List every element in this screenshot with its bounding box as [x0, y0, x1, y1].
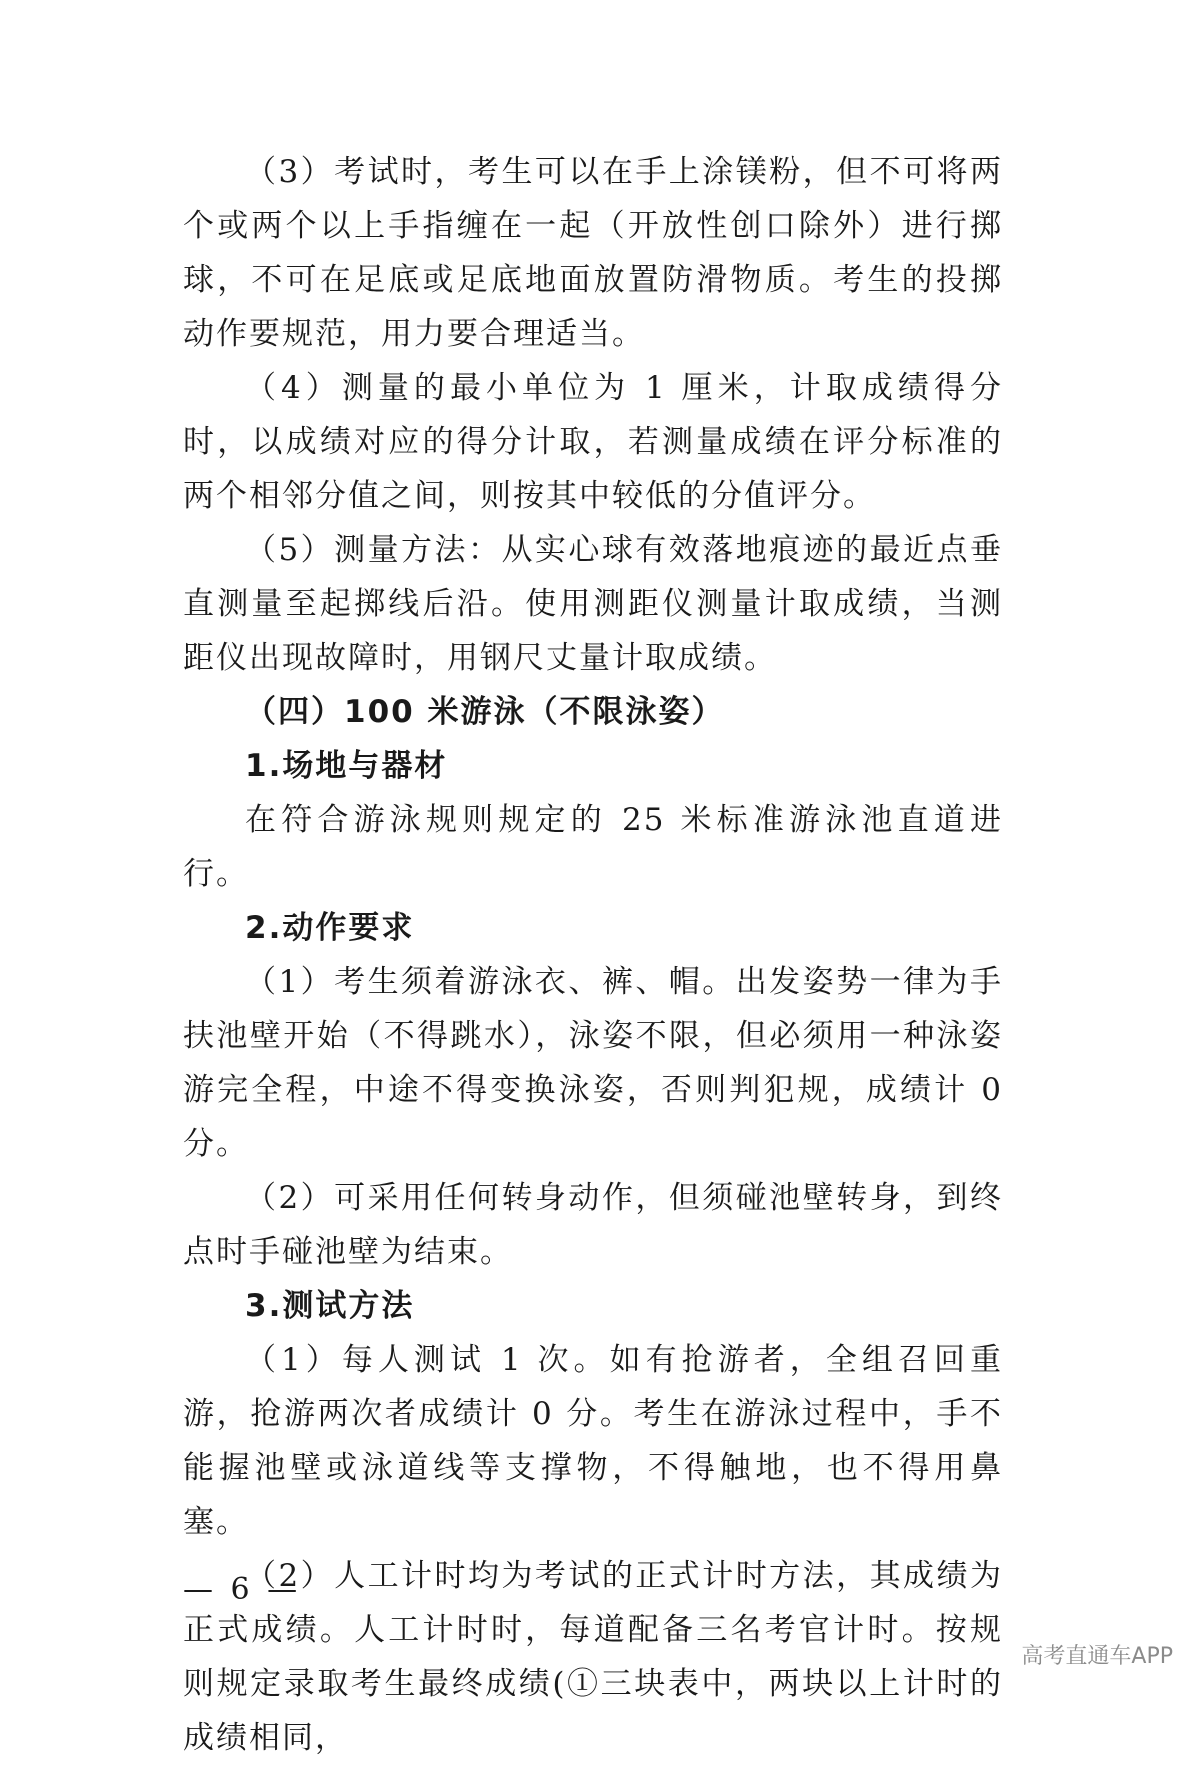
paragraph-rule-3: （3）考试时，考生可以在手上涂镁粉，但不可将两个或两个以上手指缠在一起（开放性创口除外）进行掷球，不可在足底或足底地面放置防滑物质。考生的投掷动作要规范，用力要合理适当。 [183, 154, 1003, 352]
paragraph-rule-5: （5）测量方法：从实心球有效落地痕迹的最近点垂直测量至起掷线后沿。使用测距仪测量计取成绩，当测距仪出现故障时，用钢尺丈量计取成绩。 [183, 532, 1003, 676]
subheading-test-method: 3.测试方法 [245, 1288, 415, 1324]
section-heading-swimming: （四）100 米游泳（不限泳姿） [245, 694, 725, 730]
paragraph-venue: 在符合游泳规则规定的 25 米标准游泳池直道进行。 [183, 802, 1003, 892]
subheading-requirements: 2.动作要求 [245, 910, 415, 946]
subheading-venue: 1.场地与器材 [245, 748, 448, 784]
body-text [183, 145, 1003, 1765]
paragraph-requirement-2: （2）可采用任何转身动作，但须碰池壁转身，到终点时手碰池壁为结束。 [183, 1180, 1003, 1270]
page-number: — 6 — [183, 1572, 302, 1607]
watermark: 高考直通车APP [1021, 1644, 1173, 1669]
paragraph-method-2: （2）人工计时均为考试的正式计时方法，其成绩为正式成绩。人工计时时，每道配备三名考官计时。按规则规定录取考生最终成绩(①三块表中，两块以上计时的成绩相同， [183, 1558, 1003, 1756]
paragraph-requirement-1: （1）考生须着游泳衣、裤、帽。出发姿势一律为手扶池壁开始（不得跳水），泳姿不限，但必须用一种泳姿游完全程，中途不得变换泳姿，否则判犯规，成绩计 0 分。 [183, 964, 1003, 1162]
paragraph-method-1: （1）每人测试 1 次。如有抢游者，全组召回重游，抢游两次者成绩计 0 分。考生在游泳过程中，手不能握池壁或泳道线等支撑物，不得触地，也不得用鼻塞。 [183, 1342, 1003, 1540]
paragraph-rule-4: （4）测量的最小单位为 1 厘米，计取成绩得分时，以成绩对应的得分计取，若测量成绩在评分标准的两个相邻分值之间，则按其中较低的分值评分。 [183, 370, 1003, 514]
